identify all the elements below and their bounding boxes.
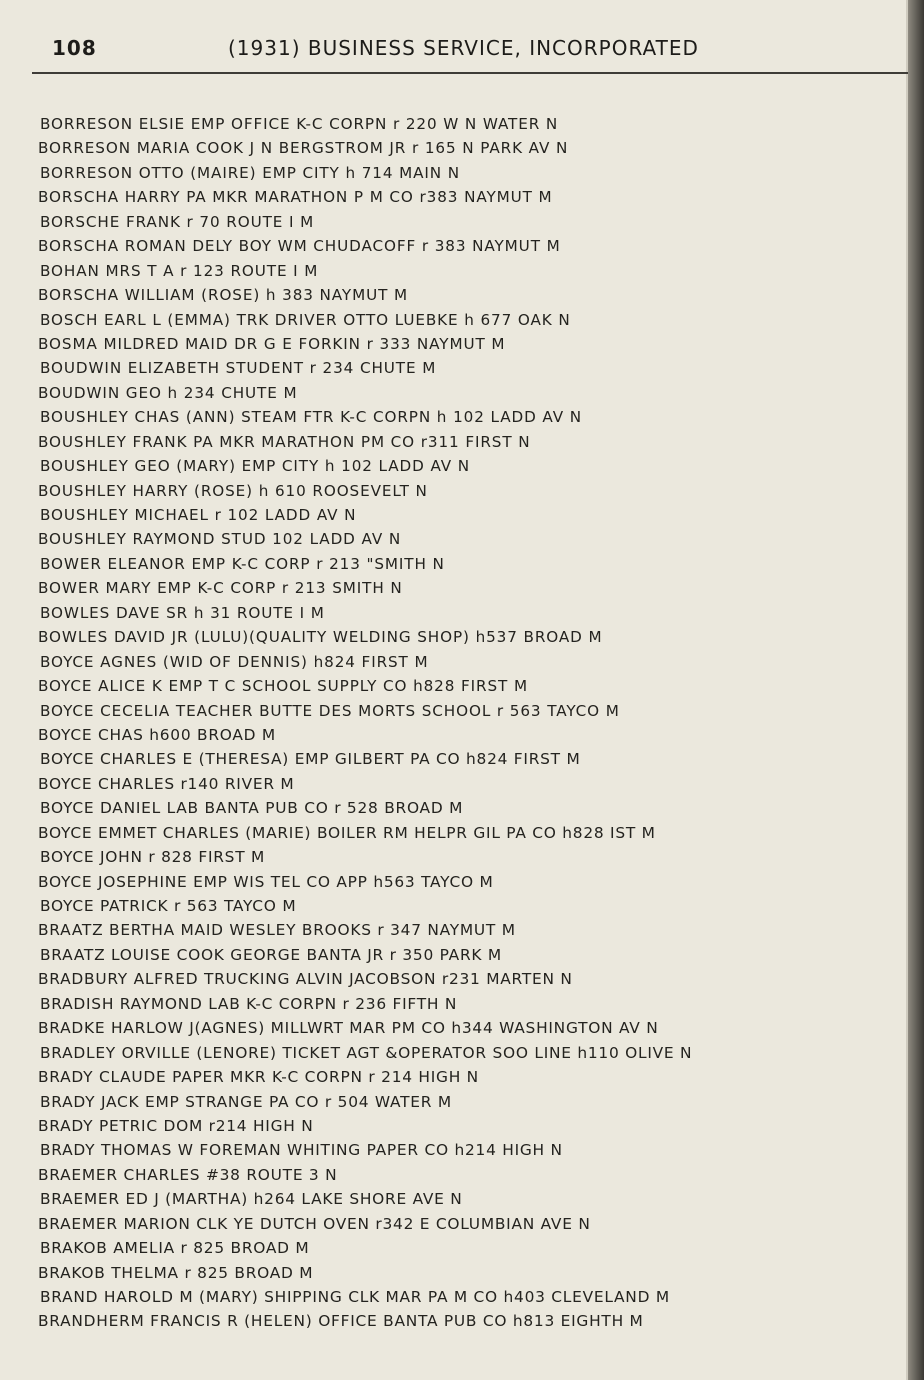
directory-entry: BRAND HAROLD M (MARY) SHIPPING CLK MAR PA M CO h403 CLEVELAND M: [40, 1288, 670, 1306]
directory-entry: BOYCE CHAS h600 BROAD M: [38, 725, 276, 744]
directory-entry: BRAATZ LOUISE COOK GEORGE BANTA JR r 350 PARK M: [40, 945, 502, 964]
directory-entry: BORSCHA HARRY PA MKR MARATHON P M CO r383 NAYMUT M: [38, 188, 553, 207]
directory-entry: BOUSHLEY MICHAEL r 102 LADD AV N: [40, 506, 357, 524]
directory-entry: BOYCE CHARLES r140 RIVER M: [38, 774, 295, 793]
directory-entry: BOYCE CHARLES E (THERESA) EMP GILBERT PA CO h824 FIRST M: [40, 750, 581, 769]
directory-entry: BRADY THOMAS W FOREMAN WHITING PAPER CO h214 HIGH N: [40, 1141, 563, 1160]
directory-entry: BORRESON MARIA COOK J N BERGSTROM JR r 165 N PARK AV N: [38, 139, 569, 158]
directory-entry: BRADBURY ALFRED TRUCKING ALVIN JACOBSON r231 MARTEN N: [38, 970, 573, 989]
directory-entry: BOWLES DAVID JR (LULU)(QUALITY WELDING SHOP) h537 BROAD M: [38, 628, 603, 647]
directory-entry-list: [38, 112, 904, 1334]
directory-entry: BOYCE JOHN r 828 FIRST M: [40, 848, 266, 867]
header-rule: [32, 72, 908, 74]
directory-entry: BRAATZ BERTHA MAID WESLEY BROOKS r 347 NAYMUT M: [38, 921, 516, 940]
directory-entry: BRADKE HARLOW J(AGNES) MILLWRT MAR PM CO h344 WASHINGTON AV N: [38, 1019, 659, 1038]
directory-entry: BRADLEY ORVILLE (LENORE) TICKET AGT &OPERATOR SOO LINE h110 OLIVE N: [40, 1043, 693, 1062]
directory-entry: BOYCE AGNES (WID OF DENNIS) h824 FIRST M: [40, 652, 429, 671]
directory-entry: BORRESON ELSIE EMP OFFICE K-C CORPN r 220 W N WATER N: [40, 115, 559, 133]
directory-entry: BOYCE EMMET CHARLES (MARIE) BOILER RM HELPR GIL PA CO h828 IST M: [38, 823, 656, 842]
directory-entry: BOYCE JOSEPHINE EMP WIS TEL CO APP h563 TAYCO M: [38, 872, 494, 891]
directory-entry: BRADY JACK EMP STRANGE PA CO r 504 WATER M: [40, 1092, 452, 1111]
directory-entry: BOUDWIN ELIZABETH STUDENT r 234 CHUTE M: [40, 359, 437, 378]
page-edge-shadow: [908, 0, 924, 1380]
directory-entry: BORSCHA WILLIAM (ROSE) h 383 NAYMUT M: [38, 286, 409, 305]
running-title: (1931) BUSINESS SERVICE, INCORPORATED: [228, 36, 699, 60]
directory-entry: BOUSHLEY GEO (MARY) EMP CITY h 102 LADD AV N: [40, 457, 471, 476]
directory-entry: BOUSHLEY HARRY (ROSE) h 610 ROOSEVELT N: [38, 481, 428, 500]
directory-entry: BOSCH EARL L (EMMA) TRK DRIVER OTTO LUEBKE h 677 OAK N: [40, 310, 571, 329]
directory-entry: BRAKOB THELMA r 825 BROAD M: [38, 1263, 314, 1282]
directory-entry: BOUSHLEY RAYMOND STUD 102 LADD AV N: [38, 530, 402, 549]
directory-entry: BOUSHLEY CHAS (ANN) STEAM FTR K-C CORPN h 102 LADD AV N: [40, 408, 582, 427]
directory-entry: BOWER ELEANOR EMP K-C CORP r 213 "SMITH N: [40, 554, 445, 573]
directory-entry: BORRESON OTTO (MAIRE) EMP CITY h 714 MAIN N: [40, 163, 461, 182]
directory-entry: BOSMA MILDRED MAID DR G E FORKIN r 333 NAYMUT M: [38, 334, 506, 353]
directory-entry: BORSCHA ROMAN DELY BOY WM CHUDACOFF r 383 NAYMUT M: [38, 237, 561, 256]
directory-entry: BOUSHLEY FRANK PA MKR MARATHON PM CO r311 FIRST N: [38, 432, 531, 451]
directory-entry: BRAEMER ED J (MARTHA) h264 LAKE SHORE AVE N: [40, 1190, 463, 1209]
directory-entry: BRANDHERM FRANCIS R (HELEN) OFFICE BANTA PUB CO h813 EIGHTH M: [38, 1312, 644, 1331]
directory-entry: BRADISH RAYMOND LAB K-C CORPN r 236 FIFTH N: [40, 994, 458, 1013]
directory-entry: BRAEMER CHARLES #38 ROUTE 3 N: [38, 1165, 338, 1184]
directory-entry: BOUDWIN GEO h 234 CHUTE M: [38, 383, 298, 402]
directory-entry: BOYCE DANIEL LAB BANTA PUB CO r 528 BROAD M: [40, 799, 464, 818]
directory-entry: BRAEMER MARION CLK YE DUTCH OVEN r342 E COLUMBIAN AVE N: [38, 1214, 591, 1233]
directory-entry: BRAKOB AMELIA r 825 BROAD M: [40, 1239, 310, 1258]
directory-entry: BOYCE ALICE K EMP T C SCHOOL SUPPLY CO h828 FIRST M: [38, 677, 528, 696]
page-header: [50, 34, 908, 68]
directory-entry: BORSCHE FRANK r 70 ROUTE I M: [40, 212, 315, 231]
directory-entry: BOWLES DAVE SR h 31 ROUTE I M: [40, 603, 325, 622]
directory-entry: BOYCE PATRICK r 563 TAYCO M: [40, 897, 297, 915]
directory-entry: BRADY CLAUDE PAPER MKR K-C CORPN r 214 HIGH N: [38, 1068, 479, 1087]
directory-entry: BOYCE CECELIA TEACHER BUTTE DES MORTS SCHOOL r 563 TAYCO M: [40, 701, 620, 720]
directory-entry: BOHAN MRS T A r 123 ROUTE I M: [40, 261, 319, 280]
page-number: 108: [52, 36, 97, 60]
directory-entry: BRADY PETRIC DOM r214 HIGH N: [38, 1116, 314, 1135]
directory-entry: BOWER MARY EMP K-C CORP r 213 SMITH N: [38, 579, 403, 598]
